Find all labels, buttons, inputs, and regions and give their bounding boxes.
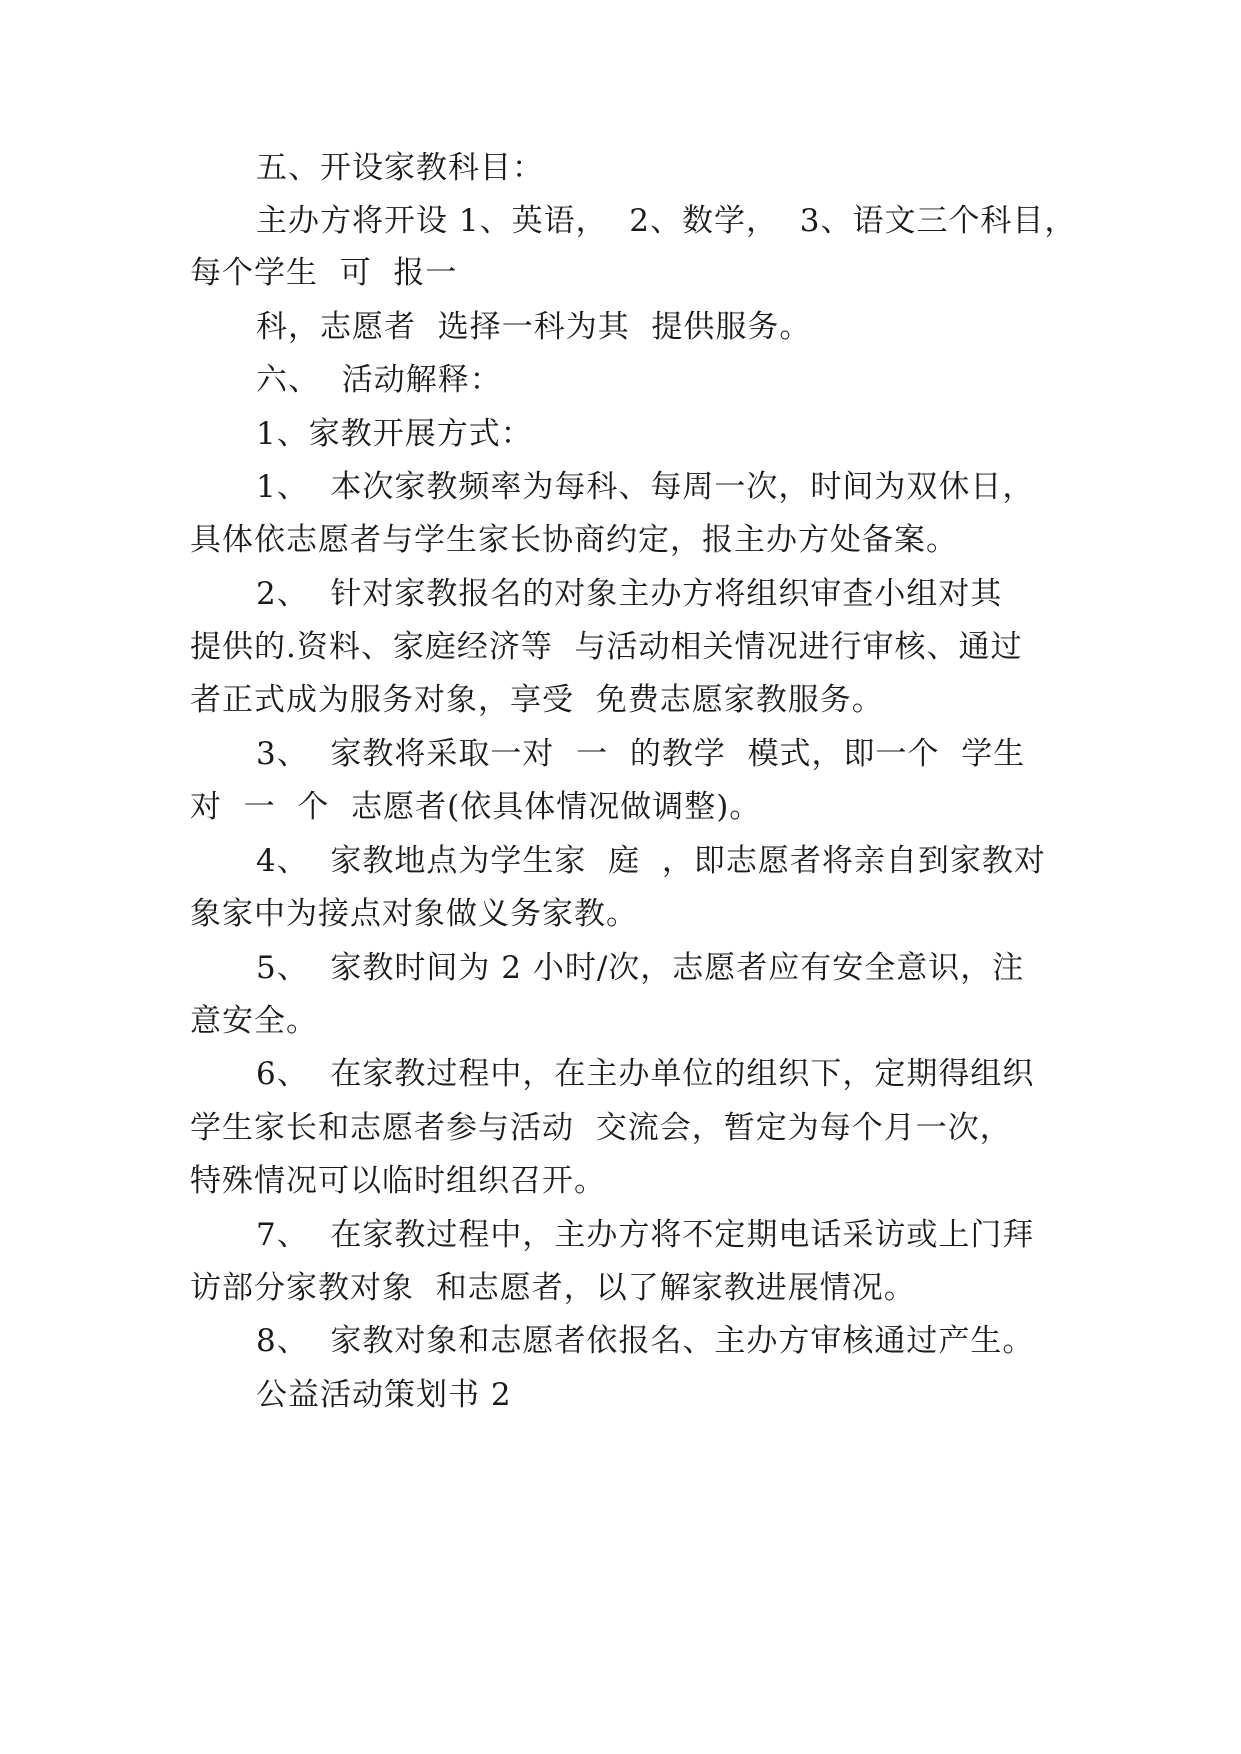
list-item-1: 1、 本次家教频率为每科、每周一次，时间为双休日， (256, 469, 1035, 505)
list-item-6: 6、 在家教过程中，在主办单位的组织下，定期得组织 (256, 1056, 1035, 1092)
paragraph-line: 提供的.资料、家庭经济等 与活动相关情况进行审核、通过 (190, 629, 1023, 665)
paragraph-line: 特殊情况可以临时组织召开。 (190, 1163, 606, 1199)
section-heading-explanation: 六、 活动解释： (256, 362, 502, 398)
section-heading-subjects: 五、开设家教科目： (256, 150, 544, 186)
next-document-title: 公益活动策划书 2 (256, 1377, 512, 1413)
list-item-2: 2、 针对家教报名的对象主办方将组织审查小组对其 (256, 576, 1003, 612)
paragraph-line: 象家中为接点对象做义务家教。 (190, 896, 638, 932)
paragraph-line: 意安全。 (190, 1003, 318, 1039)
list-item-7: 7、 在家教过程中，主办方将不定期电话采访或上门拜 (256, 1217, 1035, 1253)
list-item-5: 5、 家教时间为 2 小时/次，志愿者应有安全意识，注 (256, 950, 1025, 986)
paragraph-line: 学生家长和志愿者参与活动 交流会，暂定为每个月一次， (190, 1110, 1012, 1146)
paragraph-line: 者正式成为服务对象，享受 免费志愿家教服务。 (190, 682, 884, 718)
subsection-heading-method: 1、家教开展方式： (256, 416, 533, 452)
list-item-3: 3、 家教将采取一对 一 的教学 模式，即一个 学生 (256, 736, 1026, 772)
paragraph-line: 具体依志愿者与学生家长协商约定，报主办方处备案。 (190, 522, 958, 558)
paragraph-line: 访部分家教对象 和志愿者，以了解家教进展情况。 (190, 1270, 916, 1306)
paragraph-line: 每个学生 可 报一 (190, 255, 458, 291)
list-item-8: 8、 家教对象和志愿者依报名、主办方审核通过产生。 (256, 1323, 1035, 1359)
list-item-4: 4、 家教地点为学生家 庭 ，即志愿者将亲自到家教对 (256, 843, 1046, 879)
paragraph-line: 科，志愿者 选择一科为其 提供服务。 (256, 309, 812, 345)
paragraph-line: 对 一 个 志愿者(依具体情况做调整)。 (190, 789, 762, 825)
paragraph-line: 主办方将开设 1、英语， 2、数学， 3、语文三个科目， (256, 203, 1077, 239)
